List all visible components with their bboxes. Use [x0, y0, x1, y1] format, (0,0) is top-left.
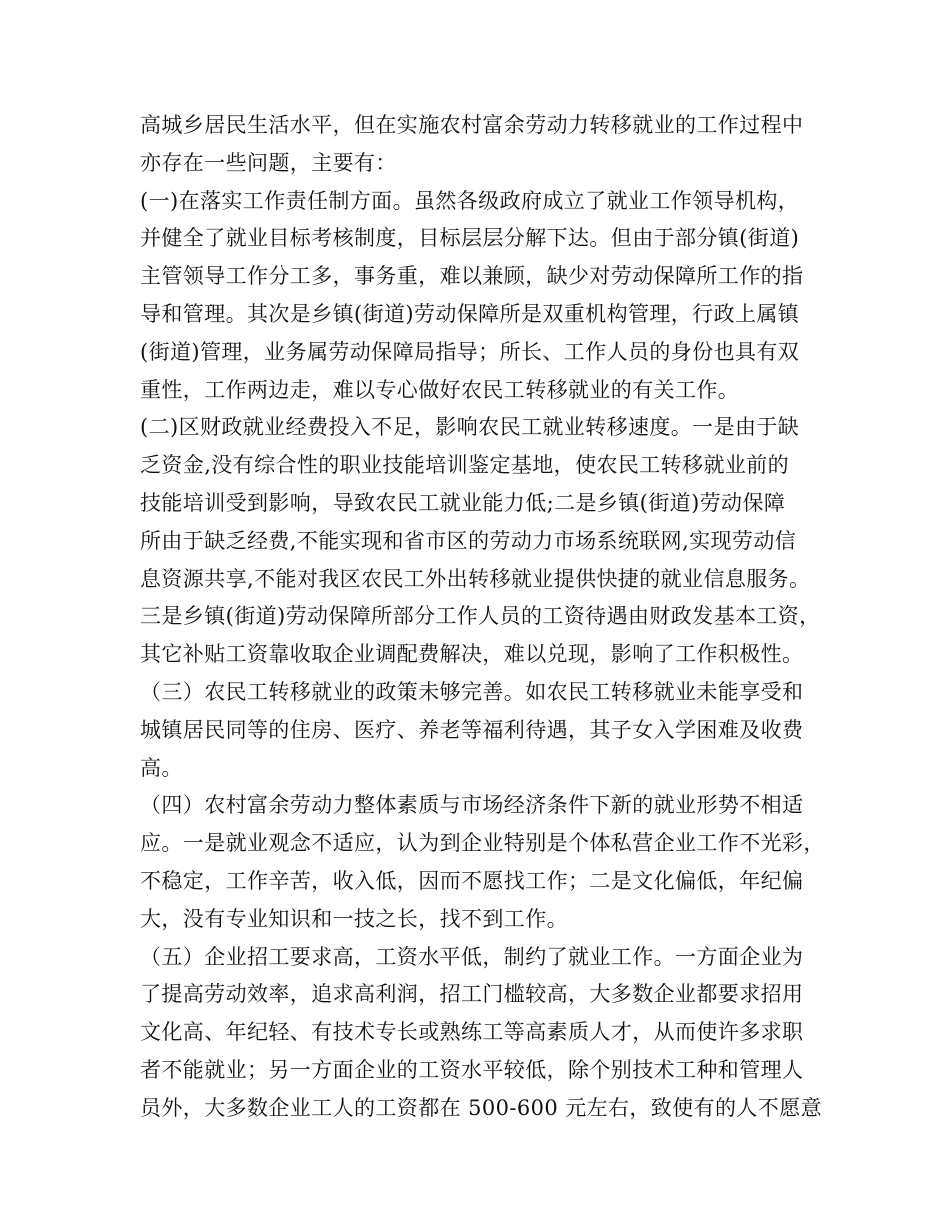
text-line: 应。一是就业观念不适应，认为到企业特别是个体私营企业工作不光彩，: [140, 831, 825, 856]
text-line: (二)区财政就业经费投入不足，影响农民工就业转移速度。一是由于缺: [140, 415, 800, 440]
text-line: 者不能就业；另一方面企业的工资水平较低，除个别技术工种和管理人: [140, 1057, 804, 1082]
text-line: 并健全了就业目标考核制度，目标层层分解下达。但由于部分镇(街道): [140, 226, 800, 251]
text-line: 主管领导工作分工多，事务重，难以兼顾，缺少对劳动保障所工作的指: [140, 264, 804, 289]
text-line: （五）企业招工要求高，工资水平低，制约了就业工作。一方面企业为: [140, 944, 804, 969]
text-line: 导和管理。其次是乡镇(街道)劳动保障所是双重机构管理，行政上属镇: [140, 301, 800, 326]
text-line: 息资源共享,不能对我区农民工外出转移就业提供快捷的就业信息服务。: [140, 566, 811, 591]
text-line: (一)在落实工作责任制方面。虽然各级政府成立了就业工作领导机构，: [140, 188, 800, 213]
text-line: 三是乡镇(街道)劳动保障所部分工作人员的工资待遇由财政发基本工资，: [140, 604, 821, 629]
text-line: 技能培训受到影响，导致农民工就业能力低;二是乡镇(街道)劳动保障: [140, 490, 786, 515]
text-line: 乏资金,没有综合性的职业技能培训鉴定基地，使农民工转移就业前的: [140, 453, 790, 478]
text-line: 文化高、年纪轻、有技术专长或熟练工等高素质人才，从而使许多求职: [140, 1020, 804, 1045]
text-line: 员外，大多数企业工人的工资都在 500-600 元左右，致使有的人不愿意: [140, 1095, 823, 1120]
text-line: 所由于缺乏经费,不能实现和省市区的劳动力市场系统联网,实现劳动信: [140, 528, 797, 553]
text-line: (街道)管理，业务属劳动保障局指导；所长、工作人员的身份也具有双: [140, 339, 800, 364]
text-line: 重性，工作两边走，难以专心做好农民工转移就业的有关工作。: [140, 377, 740, 402]
text-line: 高。: [140, 755, 183, 780]
text-line: 其它补贴工资靠收取企业调配费解决，难以兑现，影响了工作积极性。: [140, 642, 804, 667]
document-page: [140, 107, 830, 1128]
text-line: 不稳定，工作辛苦，收入低，因而不愿找工作；二是文化偏低，年纪偏: [140, 868, 804, 893]
text-line: 亦存在一些问题，主要有：: [140, 150, 397, 175]
text-line: 了提高劳动效率，追求高利润，招工门槛较高，大多数企业都要求招用: [140, 982, 804, 1007]
text-line: 大，没有专业知识和一技之长，找不到工作。: [140, 906, 568, 931]
text-line: 城镇居民同等的住房、医疗、养老等福利待遇，其子女入学困难及收费: [140, 717, 804, 742]
text-line: （四）农村富余劳动力整体素质与市场经济条件下新的就业形势不相适: [140, 793, 804, 818]
text-line: 高城乡居民生活水平，但在实施农村富余劳动力转移就业的工作过程中: [140, 113, 804, 137]
text-line: （三）农民工转移就业的政策未够完善。如农民工转移就业未能享受和: [140, 679, 804, 704]
